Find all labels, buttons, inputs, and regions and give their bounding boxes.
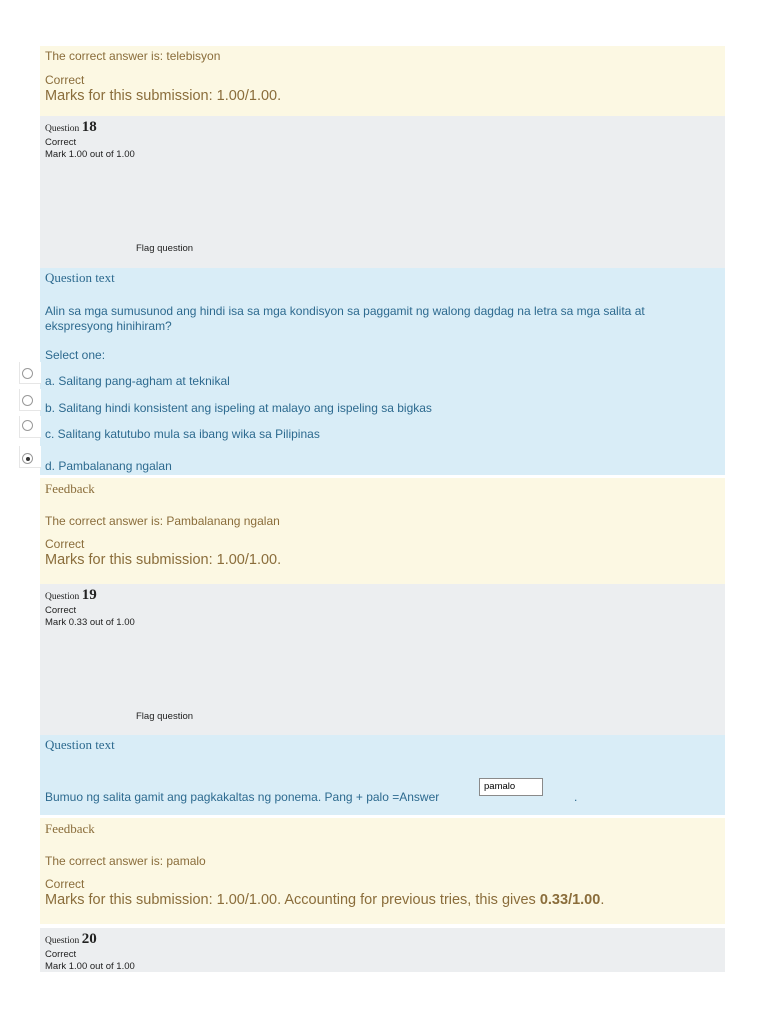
select-one-label: Select one: bbox=[45, 348, 106, 362]
question-18-grade: Mark 1.00 out of 1.00 bbox=[45, 149, 135, 160]
question-19-info bbox=[40, 584, 725, 735]
marks-text: Marks for this submission: 1.00/1.00. Accounting for previous tries, this gives bbox=[45, 892, 540, 908]
feedback-18-marks: Marks for this submission: 1.00/1.00. bbox=[45, 552, 282, 568]
question-19-text bbox=[40, 735, 725, 815]
flag-question-19-link[interactable]: Flag question bbox=[136, 711, 194, 722]
feedback-18-heading: Feedback bbox=[45, 481, 95, 496]
question-20-number bbox=[45, 931, 97, 948]
option-a-radio[interactable] bbox=[22, 368, 33, 379]
final-mark: 0.33/1.00 bbox=[539, 892, 601, 908]
question-19-state: Correct bbox=[45, 605, 77, 616]
feedback-19-heading: Feedback bbox=[45, 821, 95, 836]
feedback-18-answer: The correct answer is: Pambalanang ngalan bbox=[45, 514, 280, 528]
answer-input[interactable]: pamalo bbox=[479, 778, 543, 796]
question-19-number bbox=[45, 587, 97, 604]
question-20-info bbox=[40, 928, 725, 972]
question-label: Question bbox=[45, 936, 80, 946]
question-19-text-heading: Question text bbox=[45, 737, 115, 752]
feedback-17 bbox=[40, 46, 725, 116]
feedback-17-state: Correct bbox=[45, 73, 85, 87]
question-number: 19 bbox=[81, 587, 97, 603]
option-a-label[interactable]: a. Salitang pang-agham at teknikal bbox=[45, 374, 230, 388]
feedback-19-state: Correct bbox=[45, 877, 85, 891]
question-18-state: Correct bbox=[45, 137, 77, 148]
flag-question-18-link[interactable]: Flag question bbox=[136, 243, 194, 254]
question-18-info bbox=[40, 116, 725, 268]
feedback-18-state: Correct bbox=[45, 537, 85, 551]
feedback-19 bbox=[40, 818, 725, 924]
question-number: 20 bbox=[81, 931, 97, 947]
option-d-label[interactable]: d. Pambalanang ngalan bbox=[45, 459, 172, 473]
question-18-number bbox=[45, 119, 97, 136]
feedback-19-answer: The correct answer is: pamalo bbox=[45, 854, 206, 868]
question-19-grade: Mark 0.33 out of 1.00 bbox=[45, 617, 135, 628]
feedback-17-marks: Marks for this submission: 1.00/1.00. bbox=[45, 88, 282, 104]
option-b-radio[interactable] bbox=[22, 395, 33, 406]
quiz-review bbox=[40, 46, 725, 972]
feedback-17-answer: The correct answer is: telebisyon bbox=[45, 49, 221, 63]
question-label: Question bbox=[45, 124, 80, 134]
question-20-grade: Mark 1.00 out of 1.00 bbox=[45, 961, 135, 972]
option-c-label[interactable]: c. Salitang katutubo mula sa ibang wika sa Pilipinas bbox=[45, 427, 320, 441]
feedback-18 bbox=[40, 478, 725, 584]
question-20-state: Correct bbox=[45, 949, 77, 960]
question-label: Question bbox=[45, 592, 80, 602]
question-19-prompt: Bumuo ng salita gamit ang pagkakaltas ng ponema. Pang + palo =Answer bbox=[45, 790, 440, 804]
question-18-text bbox=[40, 268, 725, 475]
option-b-label[interactable]: b. Salitang hindi konsistent ang ispeling at malayo ang ispeling sa bigkas bbox=[45, 401, 432, 415]
marks-period: . bbox=[600, 892, 605, 908]
feedback-19-marks bbox=[45, 892, 720, 909]
option-c-radio[interactable] bbox=[22, 420, 33, 431]
answer-trailing-period: . bbox=[574, 790, 578, 804]
question-18-prompt: Alin sa mga sumusunod ang hindi isa sa mga kondisyon sa paggamit ng walong dagdag na letra sa mga salita at ekspresyong hinihiram? bbox=[45, 304, 645, 333]
question-number: 18 bbox=[81, 119, 97, 135]
option-d-radio-selected[interactable] bbox=[22, 453, 33, 464]
question-18-text-heading: Question text bbox=[45, 270, 115, 285]
